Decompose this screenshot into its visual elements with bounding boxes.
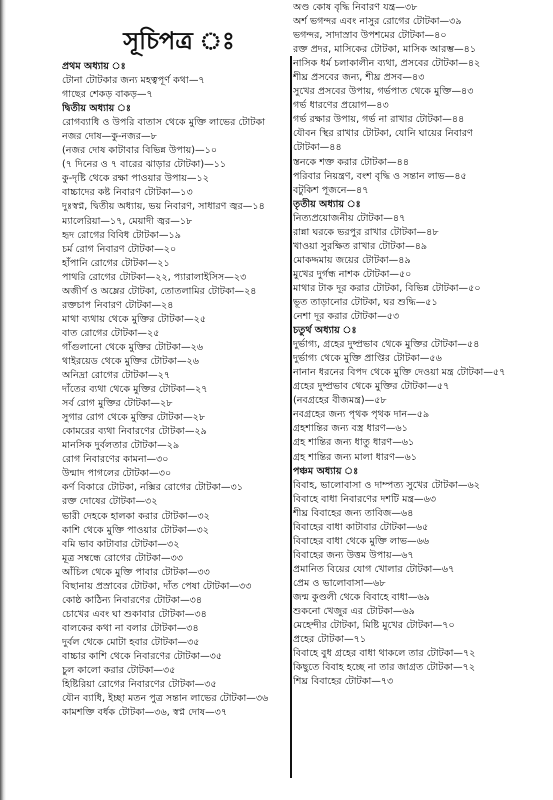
toc-entry: মানসিক দুর্বলতার টোটকা—২৯ (62, 440, 180, 452)
toc-entry: নাসিক ধর্ম চলাকালীন ব্যথা, প্রসবের টোটকা—৪২ (293, 58, 481, 70)
toc-entry: বিবাহে বুধ গ্রহের বাধা থাকলে তার টোটকা—৭২ (293, 648, 476, 660)
toc-entry: (নবগ্রহের বীজমন্ত্র)—৫৮ (293, 395, 387, 407)
toc-entry: বিবাহের বাধা কাটাবার টোটকা—৬৫ (293, 521, 429, 533)
toc-entry: কোষ্ঠ কাঠিন্য নিবারণের টোটকা—৩৪ (62, 594, 203, 606)
chapter-heading: দ্বিতীয় অধ্যায় ঃ (62, 103, 132, 115)
toc-entry: থাইরয়েড থেকে মুক্তির টোটকা—২৬ (62, 355, 200, 367)
toc-entry: গ্রহশান্তির জন্য বস্ত্র ধারণ—৬১ (293, 423, 408, 435)
toc-entry: টোনা টোটকার জন্য মহত্বপূর্ণ কথা—৭ (62, 75, 205, 87)
toc-entry: নবগ্রহের জন্য পৃথক পৃথক দান—৫৯ (293, 409, 430, 421)
toc-entry: বাচ্চাদের কষ্ট নিবারণ টোটকা—১৩ (62, 187, 193, 199)
toc-entry: রান্না ঘরকে ভরপুর রাখার টোটকা—৪৮ (293, 226, 439, 238)
toc-entry: যৌবন স্থির রাখার টোটকা, যোনি ঘায়ের নিবারণ (293, 128, 473, 140)
toc-entry: চর্ম রোগ নিবারণ টোটকা—২০ (62, 243, 177, 255)
toc-entry: দুর্ভাগ্য থেকে মুক্তি প্রাপ্তির টোটকা—৫৬ (293, 353, 442, 365)
toc-entry: ভারী দেহকে হালকা করার টোটকা—৩২ (62, 510, 210, 522)
toc-entry: পাথরি রোগের টোটকা—২২, প্যারালাইসিস—২৩ (62, 271, 247, 283)
toc-entry: মোকদ্দমায় জয়ের টোটকা—৪৯ (293, 254, 411, 266)
toc-entry: রক্ত দোষের টোটকা—৩২ (62, 496, 158, 508)
toc-right-column (293, 0, 525, 689)
toc-entry: সুগার রোগ থেকে মুক্তির টোটকা—২৮ (62, 412, 206, 424)
toc-entry: গ্রহ শান্তির জন্য মালা ধারণ—৬১ (293, 451, 417, 463)
toc-entry: প্রমানিত বিয়ের যোগ খোলার টোটকা—৬৭ (293, 563, 455, 575)
toc-entry: ম্যালেরিয়া—১৭, মেয়াদী জ্বর—১৮ (62, 215, 193, 227)
toc-entry: অর্শ ভগন্দর এবং নাসুর রোগের টোটকা—৩৯ (293, 16, 462, 28)
chapter-heading: পঞ্চম অধ্যায় ঃ (293, 465, 359, 477)
toc-entry: স্তনকে শক্ত করার টোটকা—৪৪ (293, 156, 410, 168)
toc-entry: রোগব্যাধি ও উপরি বাতাস থেকে মুক্তি লাভের টোটকা (62, 117, 266, 129)
toc-entry: জন্ম কুণ্ডলী থেকে বিবাহে বাধা—৬৯ (293, 591, 430, 603)
toc-entry: গর্ভ ধারণের প্রয়োগ—৪৩ (293, 100, 389, 112)
toc-entry: নেশা দূর করার টোটকা—৫৩ (293, 311, 400, 323)
toc-entry: কাশি থেকে মুক্তি পাওয়ার টোটকা—৩২ (62, 524, 209, 536)
toc-entry: অনিদ্রা রোগের টোটকা—২৭ (62, 370, 171, 382)
toc-entry: টোটকা—৪৪ (293, 142, 342, 154)
toc-entry: গ্রহ শান্তির জন্য ধাতু ধারণ—৬১ (293, 437, 415, 449)
chapter-heading: চতুর্থ অধ্যায় ঃ (293, 325, 357, 337)
page-binding-edge (0, 0, 6, 800)
toc-entry: হাঁপানি রোগের টোটকা—২১ (62, 257, 170, 269)
toc-entry: দুঃস্বপ্ন, দ্বিতীয় অধ্যায়, ভয় নিবারণ, সাধারণ জ্বর—১৪ (62, 201, 265, 213)
page-title: সূচিপত্র ঃ (123, 26, 235, 55)
toc-entry: নানান ধরনের বিপদ থেকে মুক্তি দেওয়া মন্ত্র টোটকা—৫৭ (293, 367, 506, 379)
toc-entry: বালকের কথা না বলার টোটকা—৩৪ (62, 622, 199, 634)
toc-entry: মাথার টাক দূর করার টোটকা, বিভিন্ন টোটকা—৫০ (293, 282, 481, 294)
toc-entry: যৌন ব্যাধি, ইচ্ছা মতন পুত্র সন্তান লাভের টোটকা—৩৬ (62, 693, 269, 705)
toc-entry: চোখের এবং ঘা শুকাবার টোটকা—৩৪ (62, 608, 207, 620)
toc-left-column (62, 0, 290, 720)
toc-entry: অজীর্ণ ও অম্লের টোটকা, তোতলামির টোটকা—২৪ (62, 285, 257, 297)
toc-entry: শীঘ্র প্রসবের জন্য, শীঘ্র প্রসব—৪৩ (293, 72, 425, 84)
toc-entry: গাঁগুলানো থেকে মুক্তির টোটকা—২৬ (62, 341, 204, 353)
toc-entry: পরিবার নিয়ন্ত্রণ, বংশ বৃদ্ধি ও সন্তান লাভ—৪৫ (293, 170, 467, 182)
toc-entry: কু-দৃষ্টি থেকে রক্ষা পাওয়ার উপায়—১২ (62, 173, 209, 185)
toc-entry: গ্রহের দুষ্প্রভাব থেকে মুক্তির টোটকা—৫৭ (293, 381, 450, 393)
toc-entry: মূত্র সম্বন্ধে রোগের টোটকা—৩৩ (62, 552, 184, 564)
toc-entry: কর্ণ বিকারে টোটকা, নক্সির রোগের টোটকা—৩১ (62, 482, 243, 494)
toc-entry: নজর দোষ—কু-নজর—৮ (62, 131, 157, 143)
chapter-heading: প্রথম অধ্যায় ঃ (62, 61, 126, 72)
toc-entry: প্রহের টোটকা—৭১ (293, 634, 367, 646)
toc-entry: শুকনো খেজুর এর টোটকা—৬৯ (293, 606, 415, 618)
toc-entry: খাওয়া সুরক্ষিত রাখার টোটকা—৪৯ (293, 240, 428, 252)
toc-left-list (62, 60, 290, 720)
toc-entry: (৭ দিনের ও ৭ বারের ঝাড়ার টোটকা)—১১ (62, 159, 227, 171)
toc-entry: প্রেম ও ভালোবাসা—৬৮ (293, 577, 386, 589)
toc-entry: মেহেন্দীর টোটকা, মিষ্টি মুখের টোটকা—৭০ (293, 620, 455, 632)
column-divider (290, 56, 292, 778)
toc-entry: ভূত তাড়ানোর টোটকা, ঘর শুদ্ধি—৫১ (293, 296, 438, 308)
toc-entry: চুল কালো করার টোটকা—৩৫ (62, 665, 176, 677)
toc-entry: বাত রোগের টোটকা—২৫ (62, 327, 160, 339)
toc-entry: বমি ভাব কাটাবার টোটকা—৩২ (62, 538, 180, 550)
toc-right-list (293, 0, 525, 689)
toc-entry: (নজর দোষ কাটাবার বিভিন্ন উপায়)—১০ (62, 145, 218, 157)
toc-entry: বটুকিশ পূজনে—৪৭ (293, 184, 369, 196)
toc-entry: মুখের দুর্গন্ধ নাশক টোটকা—৫০ (293, 268, 412, 280)
toc-entry: আঁচিল থেকে মুক্তি পাবার টোটকা—৩৩ (62, 566, 210, 578)
toc-entry: দুর্বল থেকে মোটা হবার টোটকা—৩৫ (62, 636, 200, 648)
toc-entry: দুর্ভাগ্য, গ্রহের দুষ্প্রভাব থেকে মুক্তির টোটকা—৫৪ (293, 339, 480, 351)
toc-entry: অণ্ড কোষ বৃদ্ধি নিবারণ যন্ত্র—৩৮ (293, 2, 418, 13)
toc-entry: হিষ্টিরিয়া রোগের নিবারণের টোটকা—৩৫ (62, 679, 217, 691)
toc-entry: শীঘ্র বিবাহের জন্য তাবিজ—৬৪ (293, 507, 414, 519)
toc-entry: সুখের প্রসবের উপায়, গর্ভপাত থেকে মুক্তি—৪৩ (293, 86, 474, 98)
toc-entry: কিছুতে বিবাহ হচ্ছে না তার জাগ্রত টোটকা—৭২ (293, 662, 476, 674)
toc-entry: উন্মাদ পাগলের টোটকা—৩০ (62, 468, 172, 480)
toc-entry: রোগ নিবারণের কামনা—৩০ (62, 454, 169, 466)
toc-entry: মাথা ব্যথায় থেকে মুক্তির টোটকা—২৫ (62, 313, 207, 325)
toc-entry: ভগন্দর, সাদাস্রাব উপশমের টোটকা—৪০ (293, 30, 447, 42)
toc-entry: সর্ব রোগ মুক্তির টোটকা—২৮ (62, 398, 173, 410)
toc-entry: বিবাহের বাধা থেকে মুক্তি লাভ—৬৬ (293, 535, 430, 547)
toc-entry: বাচ্চার কাশি থেকে নিবারণের টোটকা—৩৫ (62, 650, 223, 662)
toc-entry: রক্তচাপ নিবারণ টোটকা—২৪ (62, 299, 174, 311)
toc-entry: হৃদ রোগের বিবিধ টোটকা—১৯ (62, 229, 181, 241)
toc-entry: বিবাহে বাধা নিবারণের দশটি মন্ত্র—৬৩ (293, 493, 437, 505)
toc-entry: রক্ত প্রদর, মাসিকের টোটকা, মাসিক আরম্ভ—৪১ (293, 44, 477, 56)
toc-entry: দাঁতের ব্যথা থেকে মুক্তির টোটকা—২৭ (62, 384, 208, 396)
toc-entry: বিবাহ, ভালোবাসা ও দাম্পত্য সুখের টোটকা—৬২ (293, 479, 480, 491)
toc-entry: বিছানায় প্রস্রাবের টোটকা, দাঁত পেষা টোটকা—৩৩ (62, 580, 252, 592)
toc-entry: নিত্যপ্রয়োজনীয় টোটকা—৪৭ (293, 212, 406, 224)
toc-entry: কামশক্তি বর্ধক টোটকা—৩৬, স্বপ্ন দোষ—৩৭ (62, 707, 228, 719)
toc-entry: গর্ভ রক্ষার উপায়, গর্ভ না রাখার টোটকা—৪৪ (293, 114, 465, 126)
toc-entry: শিঘ্র বিবাহের টোটকা—৭৩ (293, 676, 394, 688)
toc-entry: গাছের শেকড় বাকড়—৭ (62, 89, 153, 101)
chapter-heading: তৃতীয় অধ্যায় ঃ (293, 198, 361, 210)
toc-entry: বিবাহের জন্য উত্তম উপায়—৬৭ (293, 549, 414, 561)
toc-entry: কোমরের ব্যথা নিবারণের টোটকা—২৯ (62, 426, 207, 438)
